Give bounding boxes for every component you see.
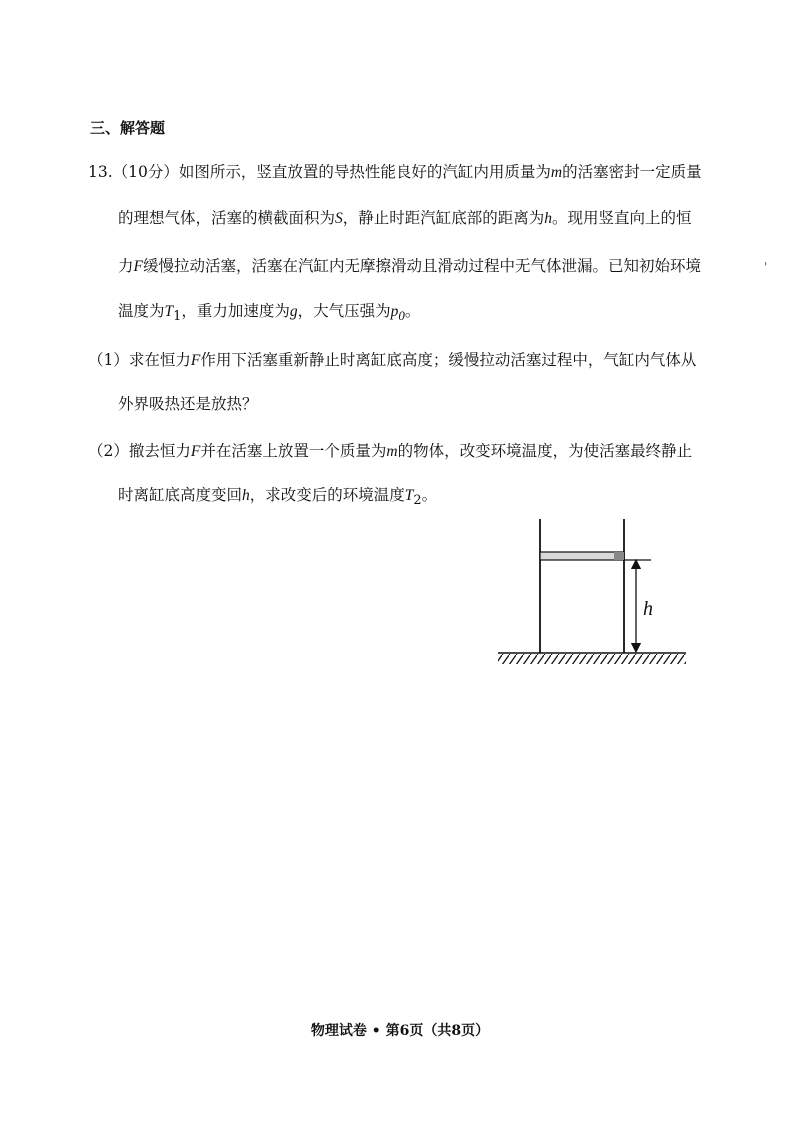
symbol-f: F xyxy=(190,443,201,460)
text: 并在活塞上放置一个质量为 xyxy=(200,442,387,460)
text: ，静止时距汽缸底部的距离为 xyxy=(342,209,545,227)
text: 时离缸底高度变回 xyxy=(118,486,243,504)
part-2-line-2 xyxy=(118,485,437,511)
part-1-line-2: 外界吸热还是放热？ xyxy=(118,395,258,413)
question-13-line-2 xyxy=(118,208,692,229)
text: 13.（10分）如图所示，竖直放置的导热性能良好的汽缸内用质量为 xyxy=(88,163,551,181)
cylinder-diagram xyxy=(495,515,690,675)
text: 温度为 xyxy=(118,302,165,320)
text: 力 xyxy=(118,257,134,275)
text: 缓慢拉动活塞，活塞在汽缸内无摩擦滑动且滑动过程中无气体泄漏。已知初始环境 xyxy=(142,257,701,275)
text: 的理想气体，活塞的横截面积为 xyxy=(118,209,336,227)
symbol-g: g xyxy=(289,303,298,320)
height-label: h xyxy=(643,598,653,620)
symbol-m: m xyxy=(386,443,398,460)
subscript-0: 0 xyxy=(398,308,405,324)
symbol-p: p xyxy=(390,303,399,320)
symbol-h: h xyxy=(544,210,553,227)
symbol-h: h xyxy=(242,487,250,504)
symbol-f: F xyxy=(133,258,143,275)
subscript-1: 1 xyxy=(173,309,182,325)
text: ，求改变后的环境温度 xyxy=(249,486,405,504)
text: （2）撤去恒力 xyxy=(88,442,191,460)
text: 。 xyxy=(421,486,438,504)
symbol-t: T xyxy=(164,303,174,320)
question-13-line-1 xyxy=(88,162,702,183)
symbol-m: m xyxy=(550,164,563,181)
text: 。 xyxy=(404,302,421,320)
page-footer: 物理试卷 • 第6页（共8页） xyxy=(310,1023,490,1039)
text: （1）求在恒力 xyxy=(88,351,191,369)
ground-hatch xyxy=(498,654,686,664)
section-title: 三、解答题 xyxy=(90,119,166,137)
part-1-line-1 xyxy=(88,350,696,371)
piston-edge-shade xyxy=(614,552,624,560)
question-13-line-4 xyxy=(118,301,420,327)
text: 的物体，改变环境温度，为使活塞最终静止 xyxy=(397,442,693,460)
subscript-2: 2 xyxy=(413,493,422,509)
part-2-line-1 xyxy=(88,441,692,462)
piston xyxy=(540,552,624,560)
text: ，重力加速度为 xyxy=(181,302,290,320)
symbol-t: T xyxy=(404,487,414,504)
symbol-s: S xyxy=(335,210,343,227)
text: 作用下活塞重新静止时离缸底高度；缓慢拉动活塞过程中，气缸内气体从 xyxy=(200,351,697,369)
text: 。现用竖直向上的恒 xyxy=(552,209,692,227)
text: 的活塞密封一定质量 xyxy=(562,163,702,181)
symbol-f: F xyxy=(190,352,201,369)
text: ，大气压强为 xyxy=(297,302,391,320)
stray-mark: ' xyxy=(764,260,768,274)
question-13-line-3 xyxy=(118,256,701,277)
